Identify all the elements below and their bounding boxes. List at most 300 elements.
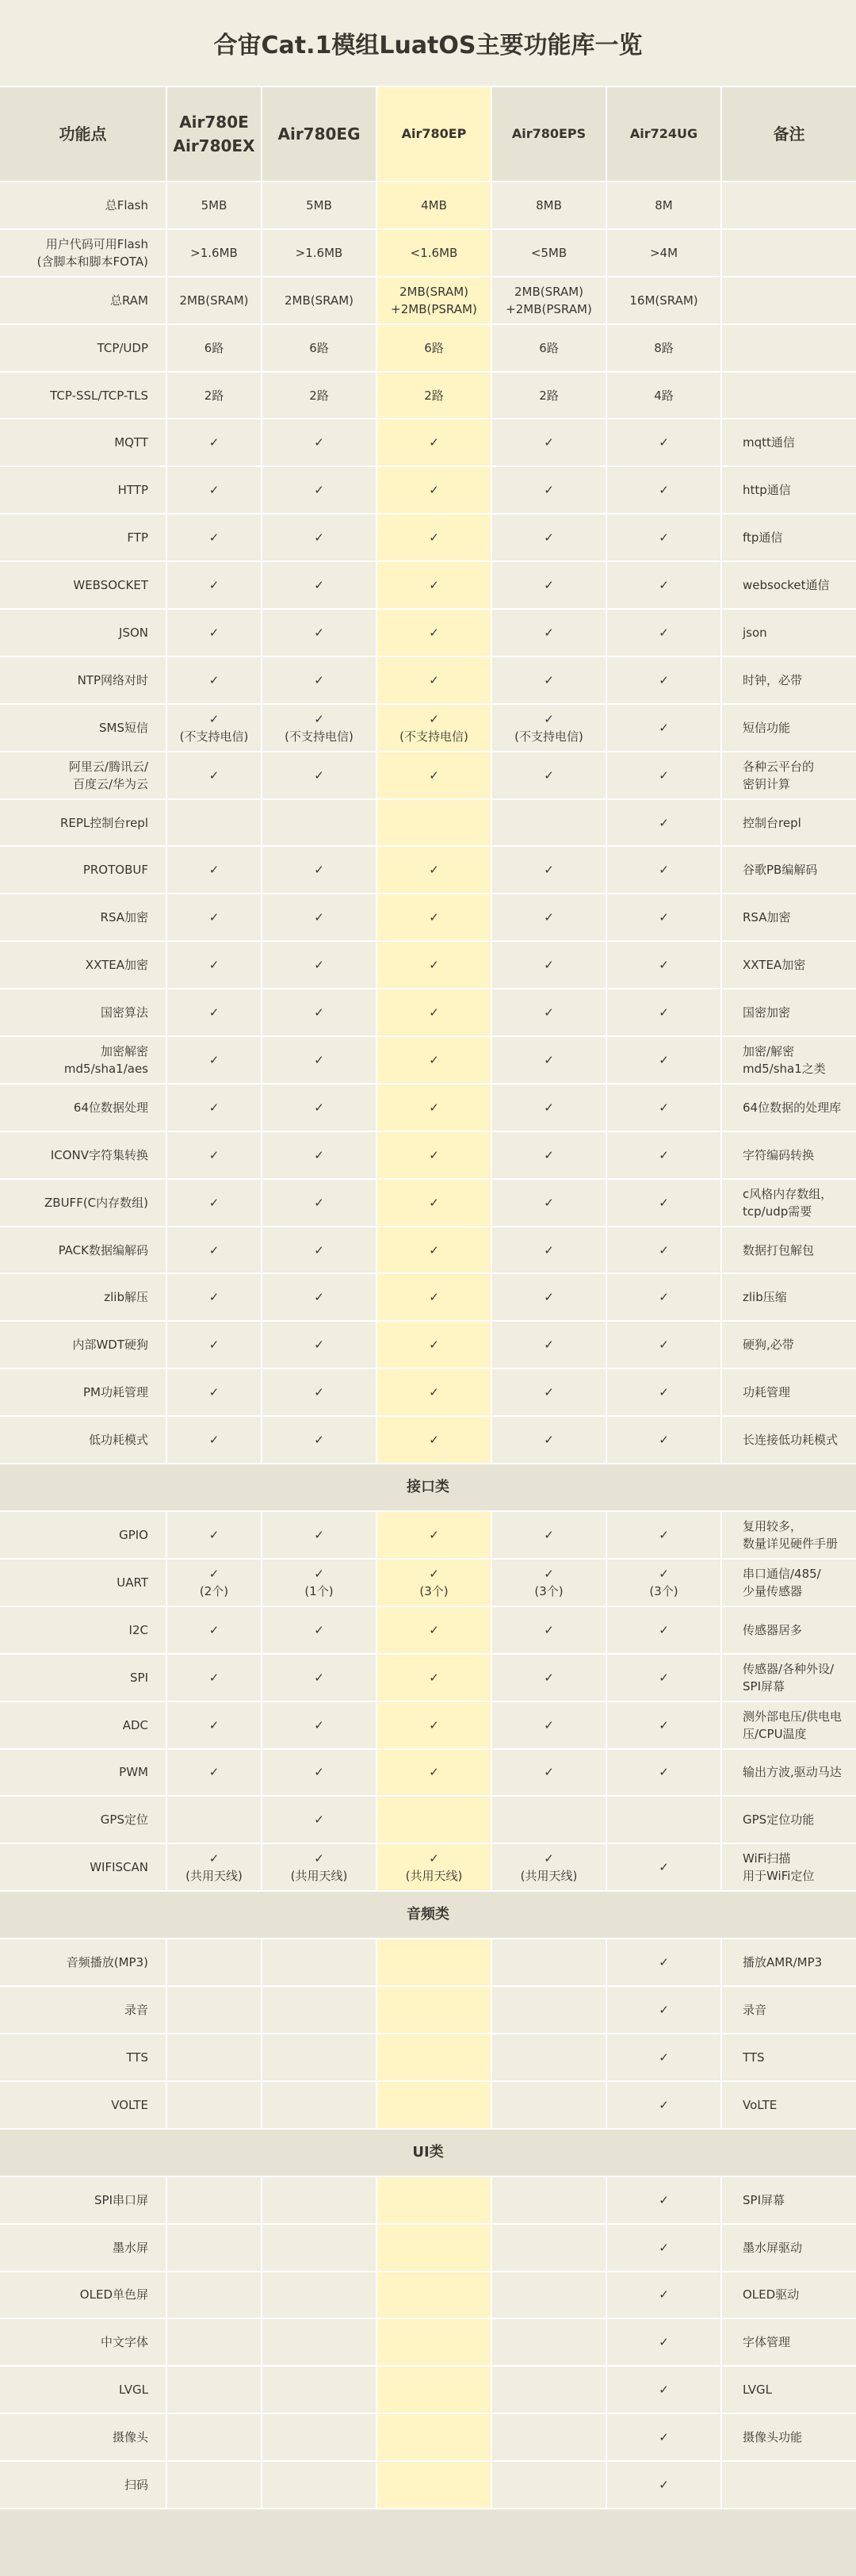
cell-value: ✓: [544, 672, 554, 687]
cell-value: 8M: [655, 197, 673, 212]
model-cell: [606, 941, 721, 989]
feature-cell: [0, 2034, 166, 2081]
model-cell: [376, 372, 491, 419]
note-cell: [721, 941, 856, 989]
cell-value: ✓: [208, 578, 220, 593]
cell-value: >4M: [649, 245, 678, 260]
model-cell: [262, 1796, 376, 1843]
model-cell: [376, 182, 491, 229]
model-cell: [376, 1606, 491, 1654]
model-cell: [376, 2318, 491, 2366]
model-cell: [606, 752, 721, 799]
model-cell: [491, 2176, 606, 2224]
note-cell: [721, 2176, 856, 2224]
model-cell: [491, 1084, 606, 1131]
cell-value: ✓: [314, 1100, 324, 1115]
cell-value: ✓: [208, 711, 220, 726]
model-cell: [166, 894, 262, 941]
feature-label: OLED单色屏: [79, 2287, 148, 2302]
note-text: 少量传感器: [743, 1583, 803, 1598]
cell-value: ✓: [544, 910, 554, 925]
model-cell: [262, 2366, 376, 2413]
cell-value: ✓: [429, 1005, 439, 1020]
note-text: XXTEA加密: [743, 958, 806, 973]
cell-value: ✓: [208, 1851, 220, 1866]
table-row: [0, 1131, 856, 1179]
model-cell: [262, 1511, 376, 1559]
model-cell: [166, 1511, 262, 1559]
section-header-row: [0, 2129, 856, 2176]
cell-value: ✓: [659, 910, 669, 925]
note-cell: [721, 799, 856, 847]
cell-value: ✓: [314, 1670, 324, 1685]
model-cell: [262, 1368, 376, 1416]
model-cell: [606, 372, 721, 419]
model-cell: [262, 846, 376, 894]
model-cell: [491, 2081, 606, 2129]
model-cell: [606, 1701, 721, 1749]
model-cell: [606, 2176, 721, 2224]
feature-cell: [0, 1559, 166, 1606]
model-cell: [166, 324, 262, 372]
model-cell: [166, 1368, 262, 1416]
header-model-air780ep: Air780EP: [376, 87, 491, 182]
model-cell: [606, 2081, 721, 2129]
feature-cell: [0, 2224, 166, 2272]
cell-value: <5MB: [530, 245, 567, 260]
cell-value: ✓: [429, 530, 439, 545]
note-cell: [721, 372, 856, 419]
model-cell: [166, 1321, 262, 1368]
note-cell: [721, 1701, 856, 1749]
cell-value: ✓: [314, 1812, 324, 1828]
table-row: [0, 1368, 856, 1416]
feature-label: UART: [117, 1575, 148, 1590]
note-text: 测外部电压/供电电: [743, 1709, 843, 1724]
cell-value: 5MB: [306, 197, 332, 212]
model-name: Air780EX: [173, 136, 255, 155]
model-cell: [376, 2081, 491, 2129]
cell-value: ✓: [429, 672, 439, 687]
cell-value: ✓: [659, 767, 669, 783]
cell-value: ✓: [208, 1338, 220, 1353]
cell-value: 2路: [309, 388, 329, 403]
table-row: [0, 324, 856, 372]
feature-label: VOLTE: [111, 2097, 148, 2112]
feature-label: MQTT: [114, 435, 148, 450]
cell-value: ✓: [314, 863, 324, 878]
model-cell: [606, 989, 721, 1036]
cell-value: ✓: [659, 815, 669, 830]
table-row: [0, 1084, 856, 1131]
feature-label: FTP: [127, 530, 148, 545]
feature-label: XXTEA加密: [85, 958, 148, 973]
table-row: [0, 2461, 856, 2509]
note-text: 控制台repl: [743, 815, 801, 830]
note-text: 国密加密: [743, 1005, 791, 1020]
model-cell: [491, 2461, 606, 2509]
model-cell: [262, 1939, 376, 1986]
feature-cell: [0, 1036, 166, 1084]
model-cell: [166, 799, 262, 847]
model-cell: [166, 2224, 262, 2272]
cell-value: ✓: [208, 1527, 220, 1542]
header-feature: 功能点: [0, 87, 166, 182]
cell-value: ✓: [208, 1242, 220, 1257]
model-cell: [376, 846, 491, 894]
cell-value: ✓: [544, 1195, 554, 1210]
model-cell: [376, 2366, 491, 2413]
feature-label: 加密解密: [100, 1043, 148, 1058]
cell-value: ✓: [659, 1005, 669, 1020]
cell-value: ✓: [314, 1385, 324, 1400]
model-cell: [262, 514, 376, 561]
feature-label: RSA加密: [100, 910, 148, 925]
feature-cell: [0, 989, 166, 1036]
model-cell: [166, 561, 262, 609]
model-cell: [376, 1179, 491, 1227]
cell-value: ✓: [659, 1527, 669, 1542]
model-cell: [262, 656, 376, 704]
note-cell: [721, 514, 856, 561]
model-cell: [262, 941, 376, 989]
cell-value: ✓: [544, 530, 554, 545]
model-cell: [376, 989, 491, 1036]
cell-value: 2MB(SRAM): [514, 284, 584, 299]
note-text: WiFi扫描: [743, 1851, 791, 1866]
cell-value: ✓: [314, 1242, 324, 1257]
feature-table: [0, 87, 856, 2509]
cell-value: ✓: [314, 1290, 324, 1305]
cell-value: ✓: [429, 1622, 439, 1637]
model-cell: [606, 277, 721, 324]
cell-value: ✓: [659, 1566, 669, 1581]
cell-value: ✓: [314, 1147, 324, 1162]
table-row: [0, 1321, 856, 1368]
model-cell: [262, 989, 376, 1036]
cell-value: (不支持电信): [179, 729, 249, 744]
model-cell: [491, 1749, 606, 1797]
model-cell: [491, 894, 606, 941]
model-cell: [376, 609, 491, 656]
feature-cell: [0, 941, 166, 989]
feature-cell: [0, 609, 166, 656]
model-cell: [376, 277, 491, 324]
table-row: [0, 2034, 856, 2081]
model-cell: [606, 561, 721, 609]
model-cell: [491, 2413, 606, 2461]
model-cell: [491, 1179, 606, 1227]
section-title: 接口类: [0, 1464, 856, 1511]
feature-cell: [0, 799, 166, 847]
table-row: [0, 2081, 856, 2129]
cell-value: (共用天线): [290, 1869, 348, 1884]
feature-label: SPI: [130, 1670, 148, 1685]
model-cell: [606, 2224, 721, 2272]
cell-value: ✓: [314, 1527, 324, 1542]
note-cell: [721, 1749, 856, 1797]
note-text: 短信功能: [743, 720, 791, 735]
cell-value: ✓: [659, 625, 669, 640]
model-cell: [376, 1701, 491, 1749]
cell-value: ✓: [429, 1147, 439, 1162]
model-cell: [166, 989, 262, 1036]
cell-value: ✓: [544, 1670, 554, 1685]
model-cell: [262, 1273, 376, 1321]
model-cell: [262, 372, 376, 419]
note-cell: [721, 1843, 856, 1891]
feature-cell: [0, 372, 166, 419]
model-cell: [262, 324, 376, 372]
note-text: zlib压缩: [743, 1290, 787, 1305]
cell-value: ✓: [208, 1385, 220, 1400]
cell-value: ✓: [208, 1765, 220, 1780]
cell-value: ✓: [429, 910, 439, 925]
feature-cell: [0, 229, 166, 277]
cell-value: ✓: [208, 672, 220, 687]
table-row: [0, 1416, 856, 1464]
model-cell: [166, 846, 262, 894]
cell-value: (共用天线): [185, 1869, 243, 1884]
note-text: 播放AMR/MP3: [743, 1955, 823, 1970]
feature-label: md5/sha1/aes: [63, 1061, 148, 1076]
note-text: 64位数据的处理库: [743, 1100, 842, 1115]
note-cell: [721, 2461, 856, 2509]
feature-label: REPL控制台repl: [59, 815, 148, 830]
cell-value: ✓: [314, 1717, 324, 1732]
feature-label: GPS定位: [100, 1812, 148, 1828]
feature-label: 总RAM: [109, 293, 148, 308]
table-row: [0, 419, 856, 466]
note-cell: [721, 466, 856, 514]
model-cell: [491, 229, 606, 277]
model-cell: [491, 1986, 606, 2034]
table-row: [0, 182, 856, 229]
model-cell: [262, 1701, 376, 1749]
model-cell: [606, 2034, 721, 2081]
table-row: [0, 372, 856, 419]
cell-value: ✓: [208, 483, 220, 498]
cell-value: ✓: [429, 767, 439, 783]
cell-value: ✓: [544, 958, 554, 973]
section-header-row: [0, 1464, 856, 1511]
note-cell: [721, 1796, 856, 1843]
model-cell: [376, 1036, 491, 1084]
cell-value: ✓: [659, 1717, 669, 1732]
model-cell: [262, 2413, 376, 2461]
cell-value: ✓: [659, 2050, 669, 2065]
model-cell: [262, 1131, 376, 1179]
feature-label: PACK数据编解码: [58, 1242, 148, 1257]
model-cell: [606, 2413, 721, 2461]
feature-cell: [0, 277, 166, 324]
model-cell: [491, 1416, 606, 1464]
note-text: 密钥计算: [743, 776, 791, 791]
cell-value: ✓: [659, 2097, 669, 2112]
note-cell: [721, 1179, 856, 1227]
model-cell: [606, 2366, 721, 2413]
model-cell: [166, 1227, 262, 1274]
cell-value: ✓: [659, 958, 669, 973]
model-cell: [166, 1131, 262, 1179]
feature-cell: [0, 1749, 166, 1797]
feature-cell: [0, 1273, 166, 1321]
cell-value: ✓: [659, 720, 669, 735]
feature-cell: [0, 324, 166, 372]
cell-value: ✓: [659, 1100, 669, 1115]
model-cell: [491, 372, 606, 419]
cell-value: ✓: [544, 1717, 554, 1732]
model-cell: [376, 1416, 491, 1464]
cell-value: ✓: [208, 1566, 220, 1581]
feature-cell: [0, 846, 166, 894]
note-text: SPI屏幕: [743, 2192, 785, 2207]
cell-value: (共用天线): [405, 1869, 463, 1884]
model-cell: [491, 989, 606, 1036]
feature-cell: [0, 561, 166, 609]
cell-value: ✓: [429, 1566, 439, 1581]
note-cell: [721, 277, 856, 324]
model-cell: [491, 656, 606, 704]
model-cell: [606, 419, 721, 466]
model-cell: [166, 229, 262, 277]
cell-value: ✓: [544, 767, 554, 783]
model-cell: [262, 2318, 376, 2366]
table-row: [0, 466, 856, 514]
cell-value: ✓: [544, 483, 554, 498]
model-cell: [166, 704, 262, 752]
note-cell: [721, 1416, 856, 1464]
model-cell: [166, 752, 262, 799]
feature-label: TCP/UDP: [97, 340, 148, 355]
cell-value: ✓: [659, 1860, 669, 1875]
note-text: 数量详见硬件手册: [743, 1536, 839, 1551]
model-cell: [491, 466, 606, 514]
cell-value: +2MB(PSRAM): [391, 301, 477, 316]
model-cell: [491, 609, 606, 656]
feature-cell: [0, 1084, 166, 1131]
note-cell: [721, 229, 856, 277]
table-row: [0, 1986, 856, 2034]
table-row: [0, 561, 856, 609]
note-text: 输出方波,驱动马达: [743, 1765, 842, 1780]
model-cell: [606, 1939, 721, 1986]
model-cell: [606, 1368, 721, 1416]
cell-value: (1个): [304, 1583, 334, 1598]
model-cell: [262, 466, 376, 514]
table-row: [0, 704, 856, 752]
cell-value: ✓: [208, 1052, 220, 1067]
table-row: [0, 1939, 856, 1986]
model-cell: [606, 609, 721, 656]
model-cell: [376, 1131, 491, 1179]
cell-value: ✓: [544, 1622, 554, 1637]
cell-value: ✓: [429, 863, 439, 878]
cell-value: 2MB(SRAM): [284, 293, 354, 308]
note-text: 墨水屏驱动: [743, 2240, 803, 2255]
feature-label: I2C: [128, 1622, 148, 1637]
model-cell: [166, 2461, 262, 2509]
model-cell: [376, 2224, 491, 2272]
model-cell: [166, 419, 262, 466]
cell-value: ✓: [544, 1147, 554, 1162]
note-cell: [721, 2224, 856, 2272]
note-cell: [721, 609, 856, 656]
note-cell: [721, 752, 856, 799]
model-cell: [262, 561, 376, 609]
model-cell: [491, 1939, 606, 1986]
model-cell: [606, 229, 721, 277]
note-cell: [721, 989, 856, 1036]
model-cell: [606, 1227, 721, 1274]
note-text: 各种云平台的: [743, 759, 815, 774]
model-cell: [491, 1701, 606, 1749]
model-cell: [491, 1559, 606, 1606]
note-text: TTS: [743, 2050, 765, 2065]
feature-cell: [0, 1416, 166, 1464]
model-cell: [376, 1654, 491, 1701]
feature-cell: [0, 2081, 166, 2129]
model-cell: [491, 1843, 606, 1891]
feature-label: 中文字体: [100, 2335, 148, 2350]
model-cell: [376, 1559, 491, 1606]
cell-value: ✓: [429, 1052, 439, 1067]
cell-value: ✓: [659, 1622, 669, 1637]
model-cell: [491, 2224, 606, 2272]
note-cell: [721, 1559, 856, 1606]
cell-value: ✓: [429, 1433, 439, 1448]
table-row: [0, 656, 856, 704]
model-cell: [606, 1606, 721, 1654]
note-text: SPI屏幕: [743, 1678, 785, 1694]
model-cell: [262, 1179, 376, 1227]
note-cell: [721, 704, 856, 752]
feature-label: 用户代码可用Flash: [45, 236, 148, 251]
model-cell: [491, 1511, 606, 1559]
model-cell: [606, 1654, 721, 1701]
model-cell: [262, 704, 376, 752]
table-row: [0, 1749, 856, 1797]
feature-label: ADC: [122, 1717, 148, 1732]
table-row: [0, 1654, 856, 1701]
model-cell: [606, 894, 721, 941]
model-cell: [491, 1654, 606, 1701]
model-cell: [262, 1084, 376, 1131]
model-cell: [606, 1036, 721, 1084]
cell-value: ✓: [314, 1433, 324, 1448]
model-cell: [376, 799, 491, 847]
model-cell: [376, 1084, 491, 1131]
table-row: [0, 752, 856, 799]
header-model-air780eg: Air780EG: [262, 87, 376, 182]
model-cell: [606, 1416, 721, 1464]
model-cell: [376, 2176, 491, 2224]
table-row: [0, 1701, 856, 1749]
cell-value: ✓: [429, 1195, 439, 1210]
table-row: [0, 514, 856, 561]
feature-label: 64位数据处理: [73, 1100, 148, 1115]
note-text: json: [743, 625, 767, 640]
cell-value: >1.6MB: [190, 245, 238, 260]
header-row: [0, 87, 856, 182]
feature-cell: [0, 2176, 166, 2224]
cell-value: ✓: [544, 1385, 554, 1400]
note-text: 传感器/各种外设/: [743, 1661, 835, 1676]
cell-value: ✓: [659, 2240, 669, 2255]
cell-value: ✓: [544, 1242, 554, 1257]
cell-value: ✓: [314, 1622, 324, 1637]
cell-value: >1.6MB: [295, 245, 343, 260]
